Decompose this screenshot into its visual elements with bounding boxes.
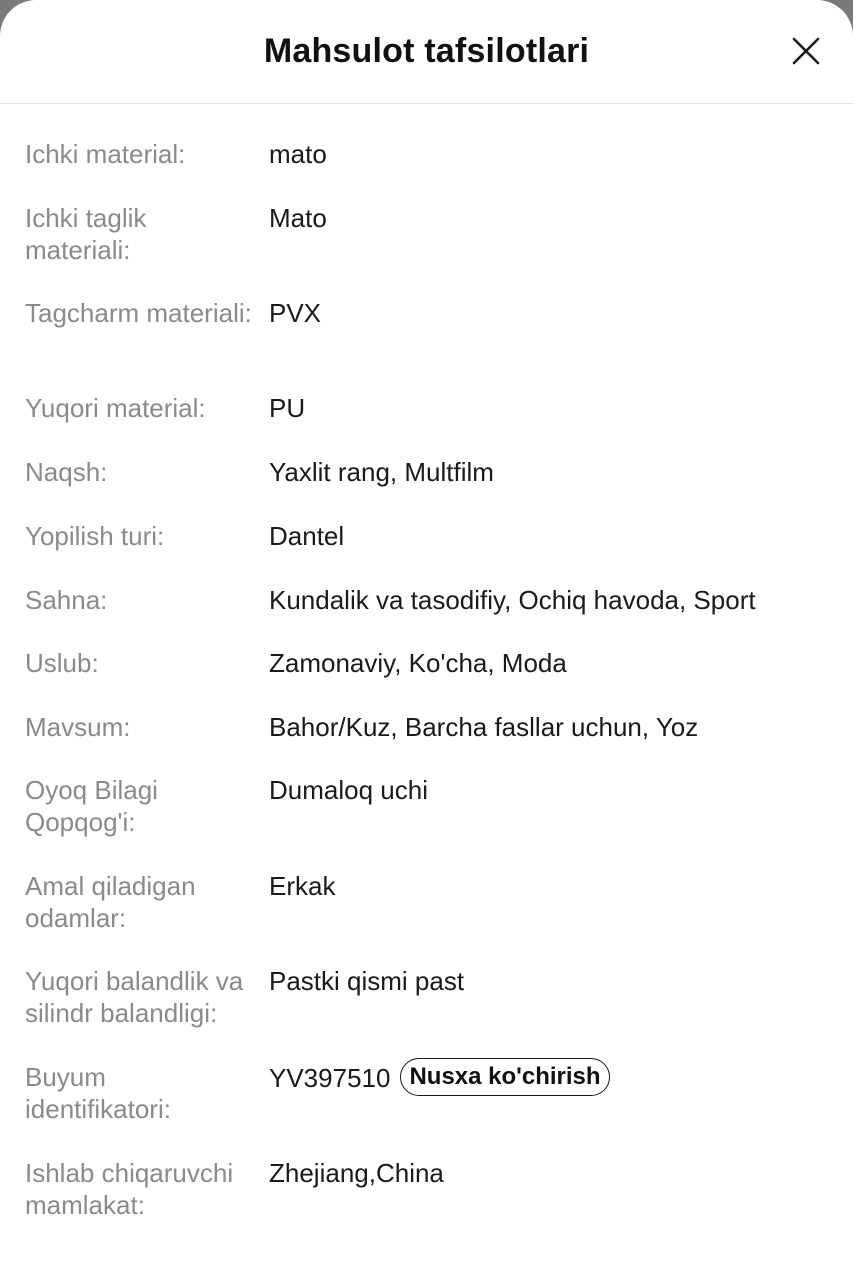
detail-label: Ichki taglik materiali: (25, 203, 147, 265)
copy-id-button[interactable]: Nusxa ko'chirish (400, 1058, 609, 1096)
detail-label: Oyoq Bilagi Qopqog'i: (25, 775, 158, 837)
detail-value: Zhejiang,China (269, 1158, 444, 1188)
detail-value: Kundalik va tasodifiy, Ochiq havoda, Sport (269, 585, 756, 615)
sheet-header (0, 0, 853, 104)
item-id-value: YV397510 (269, 1062, 391, 1093)
detail-label: Yuqori balandlik va silindr balandligi: (25, 966, 244, 1028)
detail-label: Mavsum: (25, 712, 131, 742)
detail-value: Dumaloq uchi (269, 775, 428, 805)
detail-label: Sahna: (25, 585, 108, 615)
detail-label: Tagcharm materiali: (25, 298, 252, 328)
detail-value: Zamonaviy, Ko'cha, Moda (269, 648, 567, 678)
detail-value: PVX (269, 298, 322, 328)
detail-label: Uslub: (25, 648, 99, 678)
detail-label: Buyum identifikatori: (25, 1062, 171, 1124)
detail-value: Pastki qismi past (269, 966, 465, 996)
detail-value: Dantel (269, 521, 345, 551)
detail-value: Mato (269, 203, 327, 233)
close-icon (791, 36, 821, 66)
sheet-title: Mahsulot tafsilotlari (263, 32, 590, 70)
detail-label: Amal qiladigan odamlar: (25, 871, 196, 933)
close-button[interactable] (791, 36, 821, 66)
detail-label: Naqsh: (25, 457, 108, 487)
detail-value: mato (269, 139, 327, 169)
detail-label: Ishlab chiqaruvchi mamlakat: (25, 1158, 234, 1220)
detail-label: Ichki material: (25, 139, 186, 169)
detail-value: Erkak (269, 871, 336, 901)
detail-value: PU (269, 393, 306, 423)
detail-value: Bahor/Kuz, Barcha fasllar uchun, Yoz (269, 712, 699, 742)
detail-value-container (269, 1061, 833, 1099)
detail-value: Yaxlit rang, Multfilm (269, 457, 494, 487)
detail-label: Yuqori material: (25, 393, 206, 423)
detail-label: Yopilish turi: (25, 521, 165, 551)
